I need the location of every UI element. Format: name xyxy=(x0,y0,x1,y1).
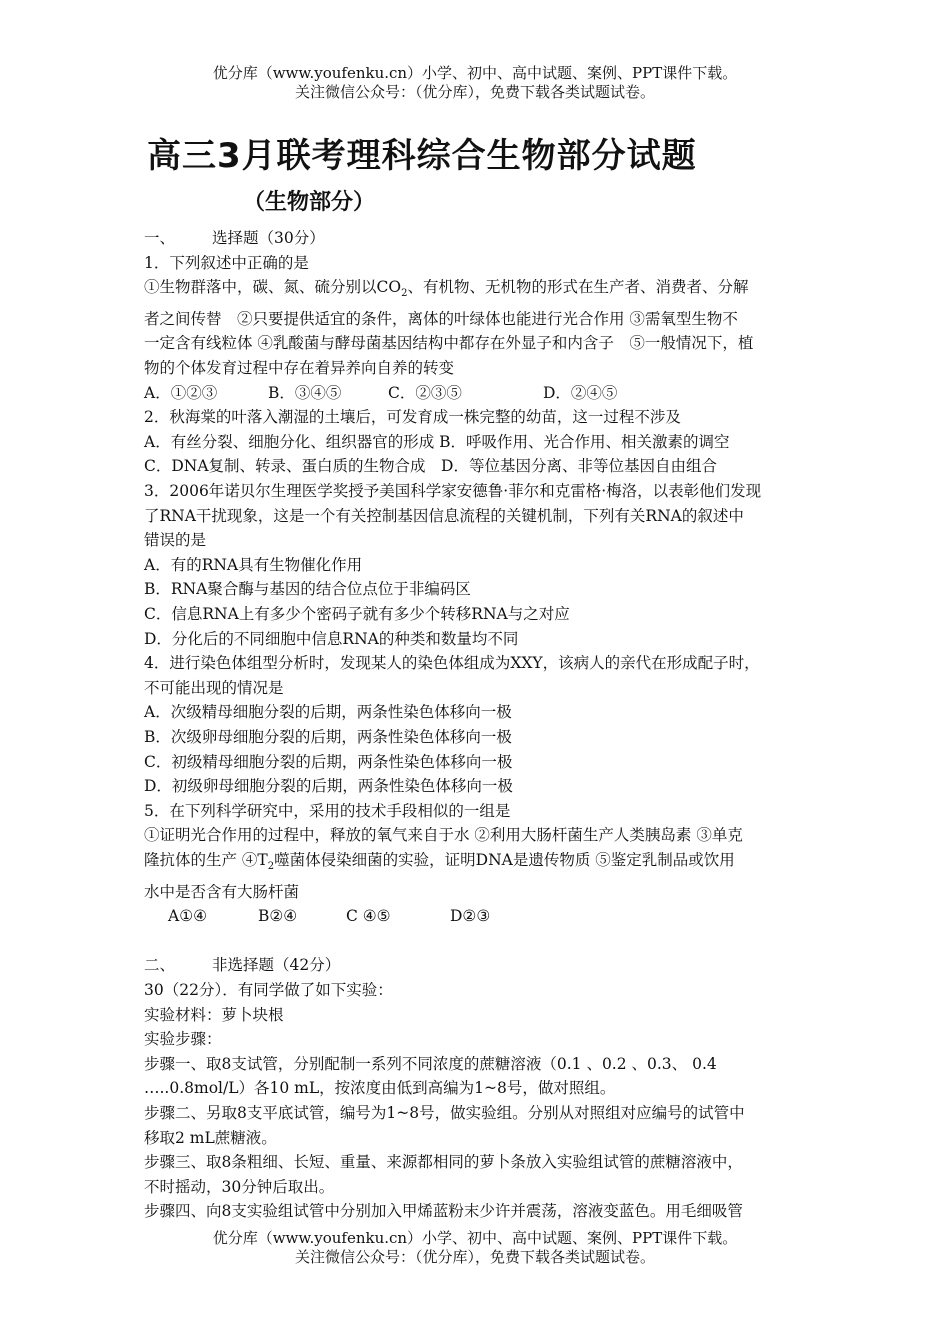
q5-option-b: B②④ xyxy=(258,907,298,926)
q1-stem: 1．下列叙述中正确的是 xyxy=(144,253,309,272)
q3-option-c: C．信息RNA上有多少个密码子就有多少个转移RNA与之对应 xyxy=(144,605,570,623)
document-body xyxy=(144,226,819,1224)
page-header xyxy=(0,64,950,102)
q3-option-b: B．RNA聚合酶与基因的结合位点位于非编码区 xyxy=(144,580,471,599)
header-line-1: 优分库（www.youfenku.cn）小学、初中、高中试题、案例、PPT课件下载。 xyxy=(212,64,738,82)
q30-step-2-line-1: 步骤二、另取8支平底试管，编号为1~8号，做实验组。分别从对照组对应编号的试管中 xyxy=(144,1103,745,1122)
q3-option-a: A．有的RNA具有生物催化作用 xyxy=(144,555,363,574)
q1-line-4: 物的个体发育过程中存在着异养向自养的转变 xyxy=(144,359,455,378)
q3-line-2: 了RNA干扰现象，这是一个有关控制基因信息流程的关键机制，下列有关RNA的叙述中 xyxy=(144,506,744,525)
q5-option-a: A①④ xyxy=(168,907,207,926)
q30-heading: 30（22分）．有同学做了如下实验： xyxy=(144,981,393,999)
q4-option-d: D．初级卵母细胞分裂的后期，两条性染色体移向一极 xyxy=(144,777,513,796)
q1-option-a: A．①②③ xyxy=(144,383,218,402)
q5-line-1: ①证明光合作用的过程中，释放的氧气来自于水 ②利用大肠杆菌生产人类胰岛素 ③单克 xyxy=(144,826,743,845)
footer-line-2: 关注微信公众号：（优分库），免费下载各类试题试卷。 xyxy=(294,1248,655,1266)
q30-step-1-line-2: …..0.8mol/L）各10 mL，按浓度由低到高编为1~8号，做对照组。 xyxy=(144,1079,616,1098)
q30-step-3-line-1: 步骤三、取8条粗细、长短、重量、来源都相同的萝卜条放入实验组试管的蔗糖溶液中， xyxy=(144,1153,743,1172)
q30-step-4-line-1: 步骤四、向8支实验组试管中分别加入甲烯蓝粉末少许并震荡，溶液变蓝色。用毛细吸管 xyxy=(144,1202,743,1221)
q4-option-b: B．次级卵母细胞分裂的后期，两条性染色体移向一极 xyxy=(144,727,512,746)
section-2-heading: 二、 非选择题（42分） xyxy=(144,956,341,975)
page-footer xyxy=(0,1229,950,1267)
document-title: 高三3月联考理科综合生物部分试题 xyxy=(147,136,697,176)
document-subtitle: （生物部分） xyxy=(243,190,376,215)
footer-line-1: 优分库（www.youfenku.cn）小学、初中、高中试题、案例、PPT课件下载。 xyxy=(212,1229,738,1247)
q3-option-d: D．分化后的不同细胞中信息RNA的种类和数量均不同 xyxy=(144,629,519,648)
q30-step-3-line-2: 不时摇动，30分钟后取出。 xyxy=(144,1177,335,1196)
q30-steps-label: 实验步骤： xyxy=(144,1030,222,1049)
blank-line xyxy=(144,929,819,954)
q5-line-3: 水中是否含有大肠杆菌 xyxy=(144,882,300,901)
q2-line-1: A．有丝分裂、细胞分化、组织器官的形成 B．呼吸作用、光合作用、相关激素的调空 xyxy=(144,432,730,451)
q30-step-2-line-2: 移取2 mL蔗糖液。 xyxy=(144,1128,277,1147)
q30-material: 实验材料：萝卜块根 xyxy=(144,1005,284,1024)
q5-stem: 5．在下列科学研究中，采用的技术手段相似的一组是 xyxy=(144,801,511,820)
q5-options xyxy=(144,904,819,929)
q1-line-3: 一定含有线粒体 ④乳酸菌与酵母菌基因结构中都存在外显子和内含子 ⑤一般情况下，植 xyxy=(144,334,754,353)
q5-option-c: C ④⑤ xyxy=(346,907,391,926)
q1-line-1: ①生物群落中，碳、氮、硫分别以$CO_2$、有机物、无机物的形式在生产者、消费者、分解 xyxy=(144,278,749,300)
q2-line-2: C．DNA复制、转录、蛋白质的生物合成 D．等位基因分离、非等位基因自由组合 xyxy=(144,457,717,476)
q3-line-1: 3．2006年诺贝尔生理医学奖授予美国科学家安德鲁·菲尔和克雷格·梅洛，以表彰他们发现 xyxy=(144,482,762,501)
q4-option-a: A．次级精母细胞分裂的后期，两条性染色体移向一极 xyxy=(144,703,512,722)
q4-option-c: C．初级精母细胞分裂的后期，两条性染色体移向一极 xyxy=(144,752,513,771)
q5-line-2: 隆抗体的生产 $④T_2$噬菌体侵染细菌的实验，证明DNA是遗传物质 ⑤鉴定乳制品或饮用 xyxy=(144,850,735,873)
header-line-2: 关注微信公众号：（优分库），免费下载各类试题试卷。 xyxy=(294,83,655,101)
q3-line-3: 错误的是 xyxy=(144,531,207,550)
q1-options xyxy=(144,381,819,406)
q30-step-1-line-1: 步骤一、取8支试管，分别配制一系列不同浓度的蔗糖溶液（0.1 、0.2 、0.3、 0.4 xyxy=(144,1054,717,1073)
q5-option-d: D②③ xyxy=(450,907,491,926)
q4-line-2: 不可能出现的情况是 xyxy=(144,678,284,697)
q1-option-d: D．②④⑤ xyxy=(543,383,618,402)
q1-option-b: B．③④⑤ xyxy=(268,383,342,402)
q2-stem: 2．秋海棠的叶落入潮湿的土壤后，可发育成一株完整的幼苗，这一过程不涉及 xyxy=(144,408,681,427)
q4-line-1: 4．进行染色体组型分析时，发现某人的染色体组成为XXY，该病人的亲代在形成配子时， xyxy=(144,654,760,673)
q1-line-2: 者之间传替 ②只要提供适宜的条件，离体的叶绿体也能进行光合作用 ③需氧型生物不 xyxy=(144,309,738,328)
q1-option-c: C．②③⑤ xyxy=(388,383,462,402)
section-1-heading: 一、 选择题（30分） xyxy=(144,229,325,247)
